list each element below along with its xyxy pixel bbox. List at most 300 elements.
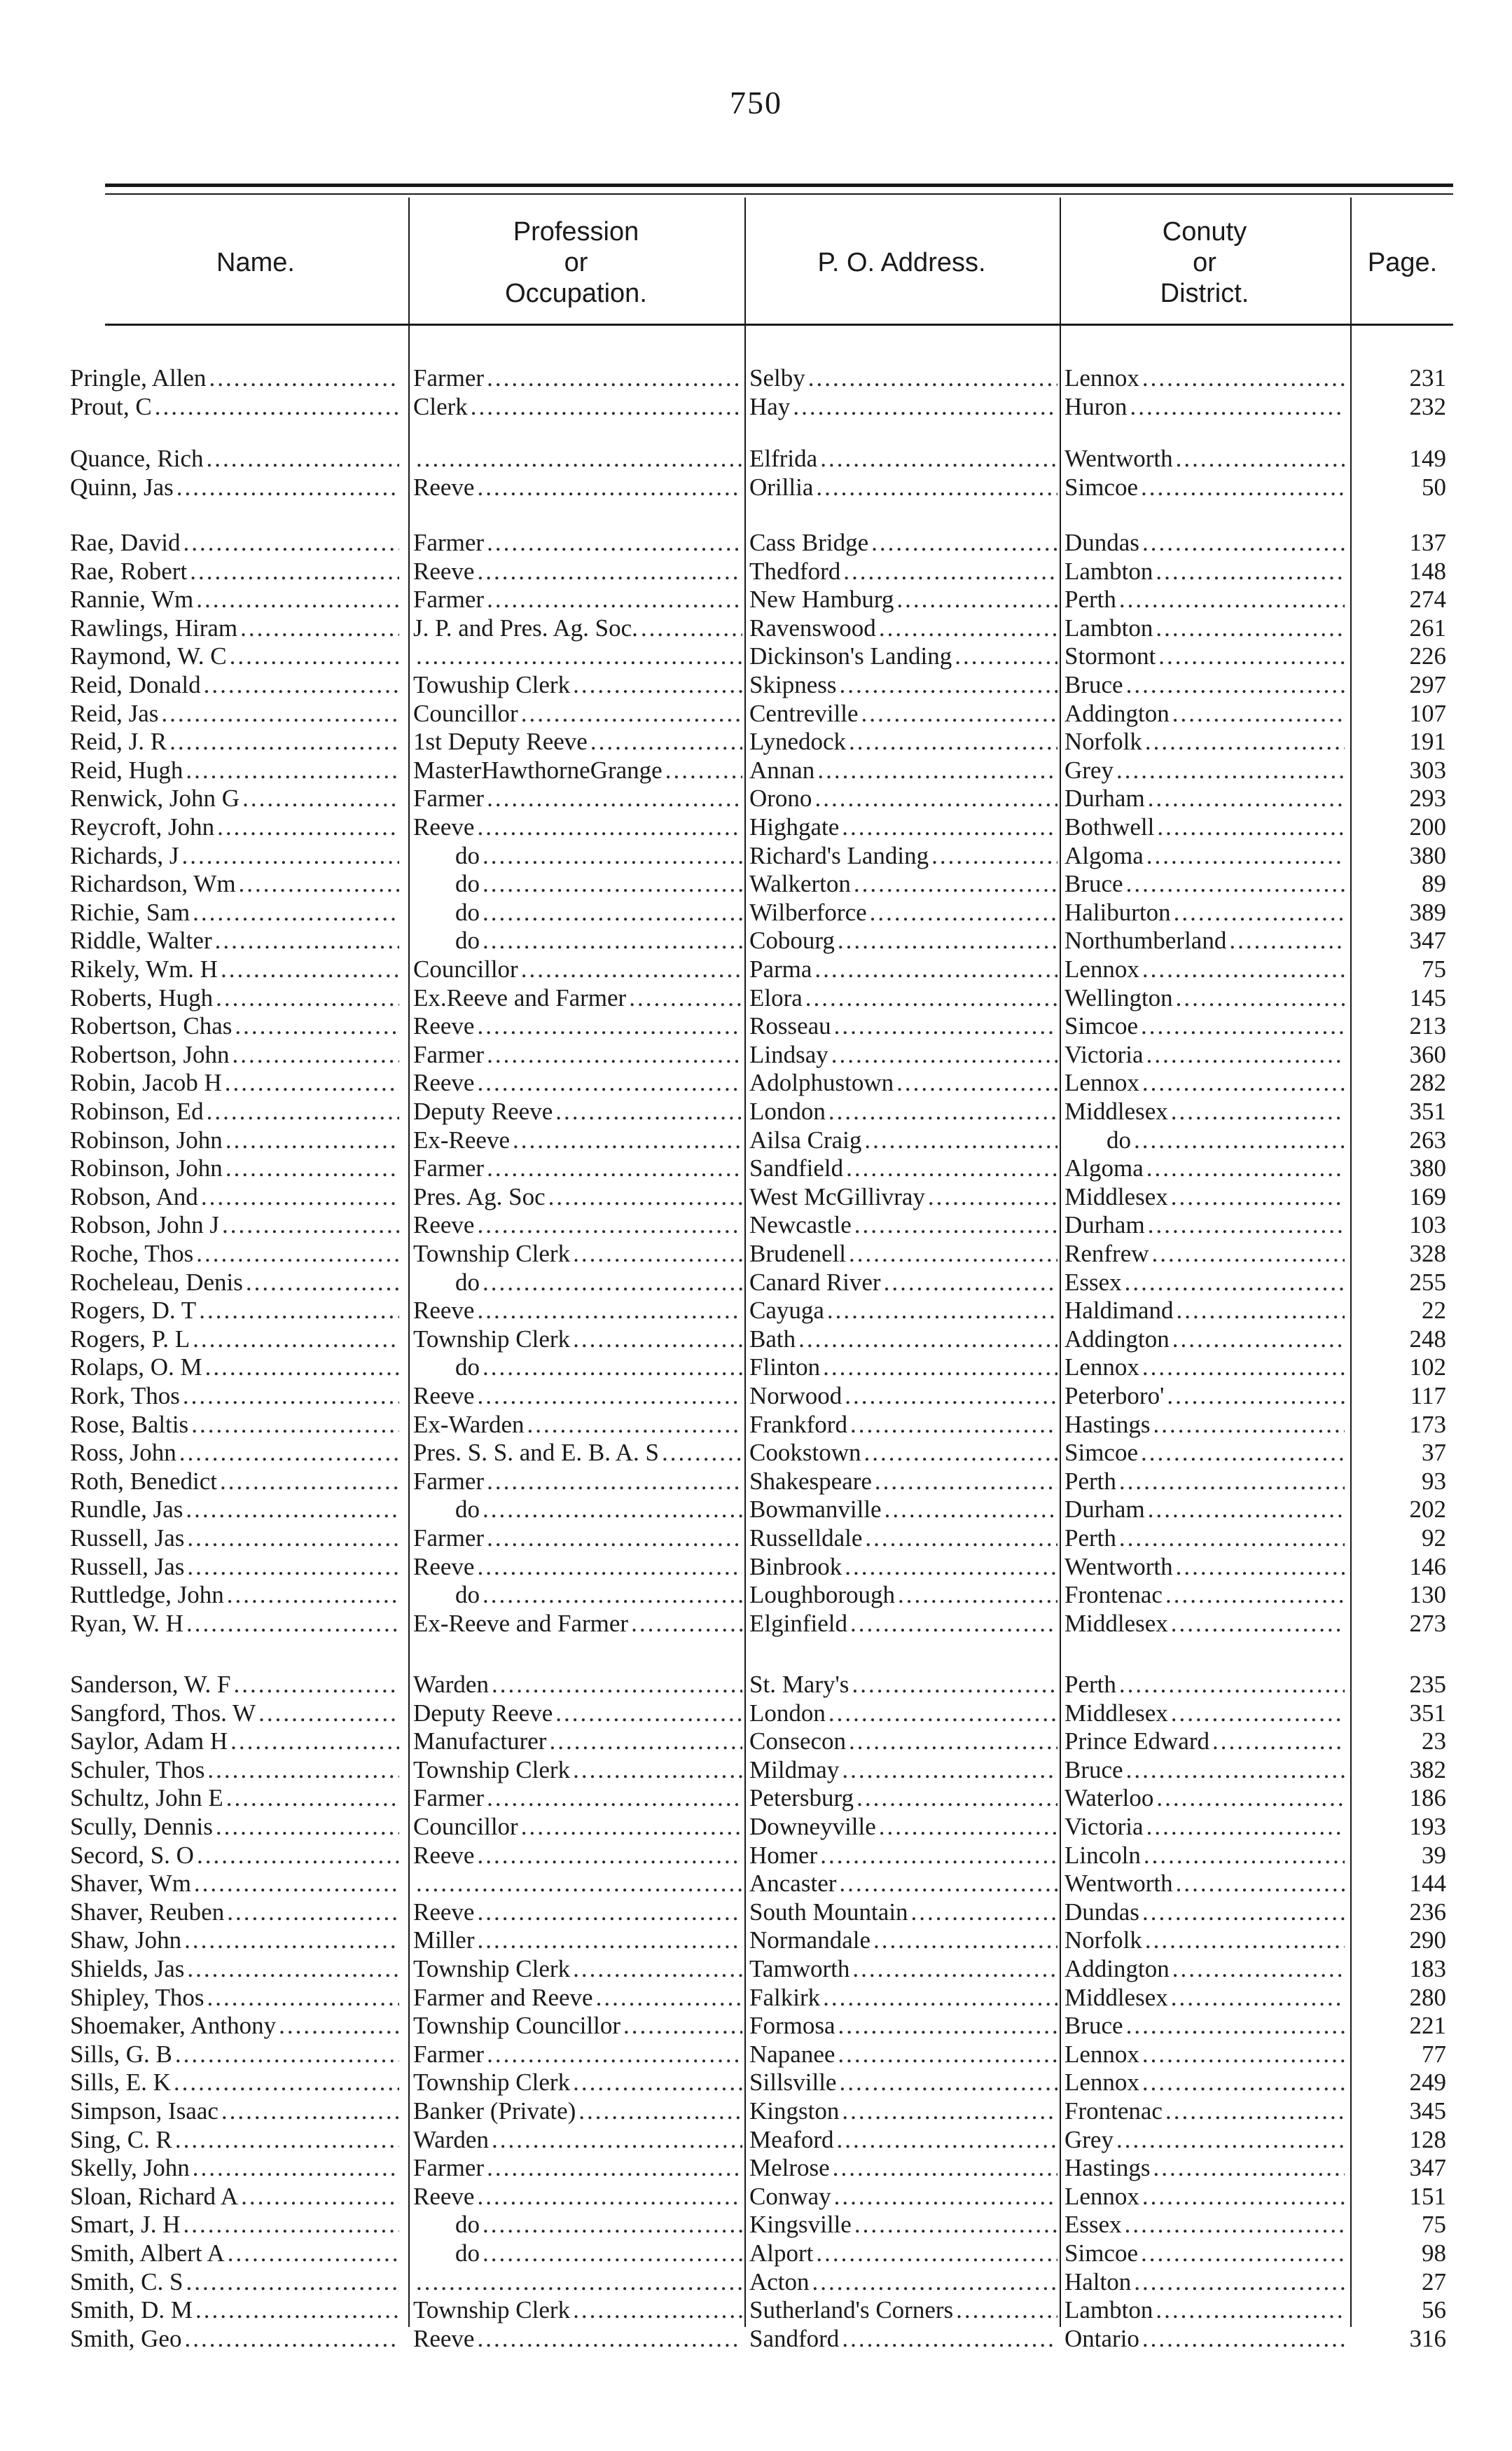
- leader-dots: [555, 1098, 742, 1126]
- leader-dots: [837, 2126, 1057, 2154]
- entry-name: Pringle, Allen .....: [70, 364, 399, 392]
- leader-dots: [186, 1496, 399, 1524]
- leader-dots: [1119, 1671, 1345, 1699]
- leader-dots: [207, 1098, 399, 1126]
- entry-po-address: Falkirk .....: [749, 1984, 1057, 2012]
- entry-name: Robertson, Chas .....: [70, 1012, 399, 1040]
- entry-name: Renwick, John G .....: [70, 785, 399, 813]
- table-row: [0, 474, 1512, 502]
- entry-county: Lincoln .....: [1064, 1842, 1345, 1870]
- table-row: [0, 1382, 1512, 1410]
- leader-dots: [1145, 728, 1345, 756]
- entry-profession: Township Clerk .....: [413, 1955, 742, 1983]
- entry-page: 231: [1409, 364, 1446, 392]
- entry-name: Smith, Geo .....: [70, 2325, 399, 2353]
- leader-dots: [1142, 2325, 1345, 2353]
- entry-county: Ontario .....: [1064, 2325, 1345, 2353]
- entry-profession: Reeve .....: [413, 1297, 742, 1325]
- leader-dots: [204, 671, 399, 699]
- leader-dots: [845, 1382, 1057, 1410]
- entry-profession: Reeve .....: [413, 1553, 742, 1581]
- entry-po-address: Adolphustown .....: [749, 1069, 1057, 1097]
- leader-dots: [1142, 2183, 1345, 2211]
- entry-county: Norfolk .....: [1064, 728, 1345, 756]
- entry-name: Ross, John .....: [70, 1439, 399, 1467]
- entry-page: 280: [1409, 1983, 1446, 2011]
- leader-dots: [187, 1524, 399, 1552]
- entry-name: Rork, Thos .....: [70, 1382, 399, 1410]
- table-row: [0, 1269, 1512, 1297]
- entry-profession: Reeve .....: [413, 1382, 742, 1410]
- leader-dots: [1141, 474, 1345, 502]
- leader-dots: [898, 1581, 1057, 1609]
- leader-dots: [1152, 1240, 1345, 1268]
- entry-page: 380: [1409, 841, 1446, 869]
- entry-page: 380: [1409, 1154, 1446, 1182]
- table-row: [0, 445, 1512, 473]
- entry-profession: do .....: [413, 1581, 742, 1609]
- entry-profession: Reeve .....: [413, 1842, 742, 1870]
- entry-profession: J. P. and Pres. Ag. Soc. .....: [413, 614, 742, 642]
- entry-name: Quance, Rich .....: [70, 445, 399, 473]
- leader-dots: [873, 1926, 1057, 1954]
- entry-po-address: Elginfield .....: [749, 1610, 1057, 1638]
- entry-county: Perth .....: [1064, 586, 1345, 614]
- leader-dots: [1119, 1468, 1345, 1496]
- table-row: [0, 1325, 1512, 1353]
- leader-dots: [573, 2296, 742, 2324]
- leader-dots: [227, 1581, 399, 1609]
- leader-dots: [1146, 1041, 1345, 1069]
- entry-county: Renfrew .....: [1064, 1240, 1345, 1268]
- leader-dots: [191, 1411, 399, 1439]
- entry-name: Saylor, Adam H .....: [70, 1727, 399, 1755]
- leader-dots: [870, 899, 1057, 927]
- entry-page: 328: [1409, 1240, 1446, 1267]
- leader-dots: [233, 1671, 399, 1699]
- entry-name: Shoemaker, Anthony .....: [70, 2012, 399, 2040]
- entry-profession: do .....: [413, 842, 742, 870]
- entry-profession: Reeve .....: [413, 474, 742, 502]
- entry-county: Lennox .....: [1064, 2183, 1345, 2211]
- leader-dots: [487, 2154, 742, 2182]
- leader-dots: [1176, 984, 1345, 1012]
- leader-dots: [850, 1610, 1057, 1638]
- entry-po-address: Annan .....: [749, 757, 1057, 785]
- entry-profession: Warden .....: [413, 2126, 742, 2154]
- leader-dots: [179, 1439, 399, 1467]
- entry-page: 22: [1422, 1297, 1446, 1325]
- table-row: [0, 1041, 1512, 1069]
- entry-name: Roth, Benedict .....: [70, 1468, 399, 1496]
- leader-dots: [477, 474, 742, 502]
- leader-dots: [161, 700, 399, 728]
- entry-profession: Banker (Private) .....: [413, 2097, 742, 2125]
- entry-county: Huron .....: [1064, 393, 1345, 421]
- leader-dots: [865, 1524, 1057, 1552]
- leader-dots: [879, 1813, 1057, 1841]
- entry-county: Peterboro' .....: [1064, 1382, 1345, 1410]
- entry-county: Essex .....: [1064, 2211, 1345, 2239]
- leader-dots: [1130, 393, 1345, 421]
- table-row: [0, 1553, 1512, 1581]
- entry-profession: Reeve .....: [413, 1012, 742, 1040]
- entry-page: 130: [1409, 1581, 1446, 1609]
- table-row: [0, 2239, 1512, 2267]
- entry-profession: do .....: [413, 1353, 742, 1381]
- entry-po-address: St. Mary's .....: [749, 1671, 1057, 1699]
- leader-dots: [1146, 842, 1345, 870]
- leader-dots: [823, 1353, 1057, 1381]
- entry-name: Sills, G. B .....: [70, 2041, 399, 2069]
- entry-page: 103: [1409, 1211, 1446, 1239]
- entry-page: 303: [1409, 756, 1446, 784]
- entry-county: Addington .....: [1064, 700, 1345, 728]
- entry-name: Scully, Dennis .....: [70, 1813, 399, 1841]
- entry-po-address: Kingsville .....: [749, 2211, 1057, 2239]
- entry-po-address: Frankford .....: [749, 1411, 1057, 1439]
- entry-po-address: Brudenell .....: [749, 1240, 1057, 1268]
- entry-page: 186: [1409, 1784, 1446, 1812]
- leader-dots: [827, 1297, 1057, 1325]
- entry-county: Lennox .....: [1064, 364, 1345, 392]
- table-row: [0, 529, 1512, 557]
- entry-name: Riddle, Walter .....: [70, 927, 399, 955]
- entry-profession: Councillor .....: [413, 700, 742, 728]
- entry-name: Smith, Albert A .....: [70, 2239, 399, 2267]
- entry-profession: Farmer .....: [413, 2041, 742, 2069]
- leader-dots: [416, 1870, 742, 1898]
- table-row: [0, 1524, 1512, 1552]
- table-row: [0, 1353, 1512, 1381]
- entry-name: Reid, Donald .....: [70, 671, 399, 699]
- leader-dots: [477, 1069, 742, 1097]
- entry-profession: MasterHawthorneGrange .....: [413, 757, 742, 785]
- leader-dots: [842, 2097, 1057, 2125]
- leader-dots: [823, 1984, 1057, 2012]
- entry-name: Smith, C. S .....: [70, 2268, 399, 2296]
- entry-county: Frontenac .....: [1064, 1581, 1345, 1609]
- header-county: Conuty or District.: [1160, 217, 1249, 308]
- leader-dots: [852, 1955, 1057, 1983]
- leader-dots: [838, 927, 1057, 955]
- entry-profession: Reeve .....: [413, 1211, 742, 1239]
- entry-county: Hastings .....: [1064, 2154, 1345, 2182]
- entry-page: 75: [1422, 2211, 1446, 2239]
- leader-dots: [834, 1012, 1057, 1040]
- entry-county: Perth .....: [1064, 1468, 1345, 1496]
- entry-po-address: Cobourg .....: [749, 927, 1057, 955]
- table-row: [0, 1069, 1512, 1097]
- leader-dots: [820, 1842, 1057, 1870]
- entry-profession: Pres. Ag. Soc .....: [413, 1183, 742, 1211]
- leader-dots: [555, 1699, 742, 1727]
- entry-name: Rawlings, Hiram .....: [70, 614, 399, 642]
- entry-name: Robin, Jacob H .....: [70, 1069, 399, 1097]
- leader-dots: [226, 1784, 399, 1812]
- entry-po-address: Cass Bridge .....: [749, 529, 1057, 557]
- leader-dots: [573, 671, 742, 699]
- leader-dots: [1126, 870, 1345, 898]
- table-row: [0, 1012, 1512, 1040]
- table-row: [0, 927, 1512, 955]
- entry-page: 200: [1409, 813, 1446, 841]
- leader-dots: [852, 1671, 1057, 1699]
- leader-dots: [1171, 1699, 1345, 1727]
- entry-po-address: South Mountain .....: [749, 1898, 1057, 1926]
- entry-po-address: Walkerton .....: [749, 870, 1057, 898]
- entry-po-address: Napanee .....: [749, 2041, 1057, 2069]
- entry-county: Bruce .....: [1064, 671, 1345, 699]
- leader-dots: [820, 445, 1057, 473]
- entry-po-address: Flinton .....: [749, 1353, 1057, 1381]
- entry-profession: Reeve .....: [413, 1898, 742, 1926]
- entry-po-address: Elfrida .....: [749, 445, 1057, 473]
- leader-dots: [839, 671, 1057, 699]
- leader-dots: [1141, 1439, 1345, 1467]
- leader-dots: [207, 1984, 399, 2012]
- entry-page: 351: [1409, 1098, 1446, 1125]
- entry-county: Waterloo .....: [1064, 1784, 1345, 1812]
- entry-county: Durham .....: [1064, 785, 1345, 813]
- leader-dots: [896, 1069, 1057, 1097]
- page-number: 750: [730, 85, 782, 120]
- leader-dots: [1142, 1898, 1345, 1926]
- entry-page: 149: [1409, 445, 1446, 472]
- entry-name: Shaw, John .....: [70, 1926, 399, 1954]
- leader-dots: [1156, 1784, 1345, 1812]
- entry-profession: do .....: [413, 927, 742, 955]
- table-row: [0, 700, 1512, 728]
- leader-dots: [1116, 2126, 1345, 2154]
- entry-page: 316: [1409, 2324, 1446, 2352]
- leader-dots: [487, 529, 742, 557]
- entry-po-address: Richard's Landing .....: [749, 842, 1057, 870]
- entry-page: 89: [1422, 870, 1446, 898]
- table-row: [0, 364, 1512, 392]
- entry-po-address: Conway .....: [749, 2183, 1057, 2211]
- leader-dots: [477, 1898, 742, 1926]
- entry-county: Hastings .....: [1064, 1411, 1345, 1439]
- leader-dots: [1142, 1353, 1345, 1381]
- leader-dots: [842, 813, 1057, 841]
- entry-name: Sanderson, W. F .....: [70, 1671, 399, 1699]
- entry-po-address: Consecon .....: [749, 1727, 1057, 1755]
- leader-dots: [279, 2012, 399, 2040]
- leader-dots: [1142, 529, 1345, 557]
- leader-dots: [1176, 445, 1345, 473]
- entry-page: 248: [1409, 1325, 1446, 1353]
- entry-po-address: Sandfield .....: [749, 1154, 1057, 1182]
- table-row: [0, 1955, 1512, 1983]
- leader-dots: [487, 1468, 742, 1496]
- entry-profession: Clerk .....: [413, 393, 742, 421]
- entry-profession: Ex-Reeve and Farmer .....: [413, 1610, 742, 1638]
- leader-dots: [487, 785, 742, 813]
- leader-dots: [839, 1870, 1057, 1898]
- entry-po-address: Homer .....: [749, 1842, 1057, 1870]
- leader-dots: [477, 2183, 742, 2211]
- leader-dots: [221, 955, 399, 983]
- entry-page: 191: [1409, 728, 1446, 756]
- entry-profession: Towuship Clerk .....: [413, 671, 742, 699]
- leader-dots: [816, 2239, 1057, 2267]
- leader-dots: [1148, 785, 1345, 813]
- leader-dots: [1167, 1382, 1345, 1410]
- entry-page: 213: [1409, 1012, 1446, 1040]
- leader-dots: [220, 1468, 399, 1496]
- entry-profession: Township Clerk .....: [413, 1240, 742, 1268]
- entry-po-address: Meaford .....: [749, 2126, 1057, 2154]
- entry-name: Rikely, Wm. H .....: [70, 955, 399, 983]
- entry-po-address: Bowmanville .....: [749, 1496, 1057, 1524]
- leader-dots: [1156, 558, 1345, 586]
- leader-dots: [239, 870, 399, 898]
- entry-name: Roche, Thos .....: [70, 1240, 399, 1268]
- entry-page: 137: [1409, 529, 1446, 556]
- leader-dots: [1158, 642, 1345, 670]
- entry-profession: Reeve .....: [413, 558, 742, 586]
- leader-dots: [814, 955, 1057, 983]
- entry-profession: Farmer .....: [413, 1154, 742, 1182]
- entry-name: Shaver, Reuben .....: [70, 1898, 399, 1926]
- leader-dots: [871, 529, 1057, 557]
- entry-name: Schultz, John E .....: [70, 1784, 399, 1812]
- leader-dots: [863, 1439, 1057, 1467]
- table-row: [0, 558, 1512, 586]
- leader-dots: [205, 1353, 399, 1381]
- entry-county: Lambton .....: [1064, 614, 1345, 642]
- leader-dots: [1145, 1926, 1345, 1954]
- leader-dots: [483, 899, 742, 927]
- table-row: [0, 614, 1512, 642]
- entry-page: 98: [1422, 2239, 1446, 2267]
- table-row: [0, 785, 1512, 813]
- entry-profession: Deputy Reeve .....: [413, 1699, 742, 1727]
- entry-po-address: Downeyville .....: [749, 1813, 1057, 1841]
- entry-name: Rose, Baltis .....: [70, 1411, 399, 1439]
- entry-name: Russell, Jas .....: [70, 1553, 399, 1581]
- entry-po-address: Sandford .....: [749, 2325, 1057, 2353]
- entry-county: Addington .....: [1064, 1955, 1345, 1983]
- entry-po-address: Cookstown .....: [749, 1439, 1057, 1467]
- entry-county: Grey .....: [1064, 2126, 1345, 2154]
- leader-dots: [1177, 1297, 1345, 1325]
- entry-profession: Pres. S. S. and E. B. A. S .....: [413, 1439, 742, 1467]
- entry-profession: Farmer and Reeve .....: [413, 1984, 742, 2012]
- leader-dots: [834, 2183, 1057, 2211]
- leader-dots: [846, 1154, 1057, 1182]
- entry-po-address: Kingston .....: [749, 2097, 1057, 2125]
- entry-profession: do .....: [413, 1496, 742, 1524]
- entry-name: Richardson, Wm .....: [70, 870, 399, 898]
- entry-county: Algoma .....: [1064, 842, 1345, 870]
- leader-dots: [1171, 1183, 1345, 1211]
- entry-name: Sing, C. R .....: [70, 2126, 399, 2154]
- header-name: Name.: [216, 248, 295, 277]
- entry-profession: Farmer .....: [413, 1468, 742, 1496]
- leader-dots: [227, 1898, 399, 1926]
- leader-dots: [186, 2268, 399, 2296]
- leader-dots: [578, 2097, 742, 2125]
- entry-name: Raymond, W. C .....: [70, 642, 399, 670]
- entry-po-address: Elora .....: [749, 984, 1057, 1012]
- entry-profession: [413, 445, 742, 473]
- entry-name: Smart, J. H .....: [70, 2211, 399, 2239]
- entry-page: 273: [1409, 1609, 1446, 1637]
- table-row: [0, 2012, 1512, 2040]
- leader-dots: [884, 1269, 1057, 1297]
- leader-dots: [1116, 757, 1345, 785]
- leader-dots: [1125, 1269, 1345, 1297]
- entry-page: 351: [1409, 1699, 1446, 1727]
- entry-po-address: Selby .....: [749, 364, 1057, 392]
- entry-po-address: Bath .....: [749, 1325, 1057, 1353]
- leader-dots: [1148, 1496, 1345, 1524]
- leader-dots: [849, 1240, 1057, 1268]
- leader-dots: [885, 1496, 1057, 1524]
- leader-dots: [1126, 2012, 1345, 2040]
- entry-county: Grey .....: [1064, 757, 1345, 785]
- entry-page: 193: [1409, 1813, 1446, 1840]
- leader-dots: [1126, 671, 1345, 699]
- entry-po-address: Rosseau .....: [749, 1012, 1057, 1040]
- leader-dots: [487, 1041, 742, 1069]
- leader-dots: [808, 364, 1057, 392]
- table-row: [0, 2154, 1512, 2182]
- table-row: [0, 2296, 1512, 2324]
- leader-dots: [183, 529, 399, 557]
- entry-name: Rogers, D. T .....: [70, 1297, 399, 1325]
- entry-page: 232: [1409, 392, 1446, 420]
- entry-name: Rae, Robert .....: [70, 558, 399, 586]
- header-page: Page.: [1367, 248, 1438, 277]
- leader-dots: [186, 757, 399, 785]
- leader-dots: [483, 2239, 742, 2267]
- leader-dots: [839, 2069, 1057, 2097]
- entry-county: Norfolk .....: [1064, 1926, 1345, 1954]
- leader-dots: [206, 445, 399, 473]
- entry-name: Roberts, Hugh .....: [70, 984, 399, 1012]
- entry-county: Middlesex .....: [1064, 1183, 1345, 1211]
- entry-po-address: Lynedock .....: [749, 728, 1057, 756]
- entry-po-address: Skipness .....: [749, 671, 1057, 699]
- entry-county: Lennox .....: [1064, 955, 1345, 983]
- leader-dots: [487, 364, 742, 392]
- entry-county: Perth .....: [1064, 1524, 1345, 1552]
- leader-dots: [864, 1126, 1057, 1154]
- entry-po-address: Canard River .....: [749, 1269, 1057, 1297]
- entry-page: 249: [1409, 2069, 1446, 2097]
- entry-name: Robson, John J .....: [70, 1211, 399, 1239]
- leader-dots: [955, 642, 1057, 670]
- header-profession: Profession or Occupation.: [505, 217, 647, 308]
- table-row: [0, 2126, 1512, 2154]
- leader-dots: [184, 2325, 399, 2353]
- table-row: [0, 728, 1512, 756]
- entry-po-address: Ailsa Craig .....: [749, 1126, 1057, 1154]
- leader-dots: [183, 2211, 400, 2239]
- leader-dots: [1134, 1126, 1345, 1154]
- leader-dots: [195, 2296, 399, 2324]
- table-row: [0, 813, 1512, 841]
- leader-dots: [833, 2154, 1057, 2182]
- leader-dots: [842, 1756, 1057, 1784]
- table-row: [0, 1126, 1512, 1154]
- leader-dots: [817, 757, 1057, 785]
- entry-name: Ruttledge, John .....: [70, 1581, 399, 1609]
- leader-dots: [182, 842, 399, 870]
